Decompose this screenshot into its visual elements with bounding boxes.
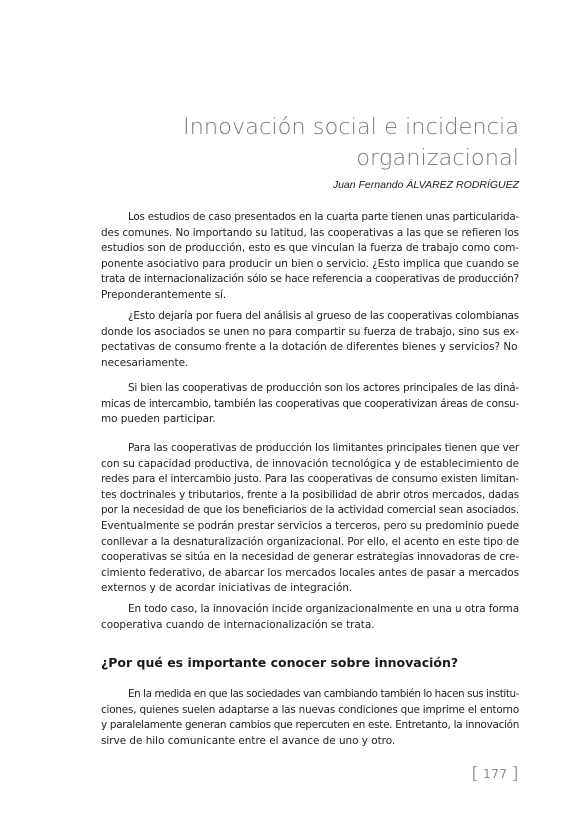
paragraph-5 xyxy=(101,602,519,633)
paragraph-line: Para las cooperativas de producción los limitantes principales tienen que ver xyxy=(128,442,519,454)
paragraph-line: Si bien las cooperativas de producción son los actores principales de las diná- xyxy=(128,382,519,394)
paragraph-line: cooperativas se sitúa en la necesidad de generar estrategias innovadoras de cre- xyxy=(101,551,519,564)
paragraph-line: sirve de hilo comunicante entre el avance de uno y otro. xyxy=(101,734,396,747)
page-number-close-bracket: ] xyxy=(511,764,519,784)
paragraph-4 xyxy=(101,441,519,597)
paragraph-line: cooperativa cuando de internacionalización se trata. xyxy=(101,618,375,631)
paragraph-line: pectativas de consumo frente a la dotación de diferentes bienes y servicios? No xyxy=(101,341,518,354)
paragraph-line: y paralelamente generan cambios que repercuten en este. Entretanto, la innovación xyxy=(101,719,519,732)
paragraph-line: ciones, quienes suelen adaptarse a las nuevas condiciones que imprime el entorno xyxy=(101,703,519,716)
page-number xyxy=(472,764,519,784)
paragraph-line: Eventualmente se podrán prestar servicios a terceros, pero su predominio puede xyxy=(101,519,519,532)
paragraph-line: En la medida en que las sociedades van cambiando también lo hacen sus institu- xyxy=(128,688,519,700)
chapter-title xyxy=(79,112,519,174)
paragraph-line: conllevar a la desnaturalización organizacional. Por ello, el acento en este tipo de xyxy=(101,535,519,548)
paragraph-line: donde los asociados se unen no para compartir su fuerza de trabajo, sino sus ex- xyxy=(101,325,519,338)
paragraph-6 xyxy=(101,687,519,749)
chapter-title-line-2: organizacional xyxy=(356,145,519,171)
paragraph-line: ¿Esto dejaría por fuera del análisis al grueso de las cooperativas colombianas xyxy=(128,310,519,322)
paragraph-line: con su capacidad productiva, de innovación tecnológica y de establecimiento de xyxy=(101,457,519,470)
author-name: Juan Fernando ÁLVAREZ RODRÍGUEZ xyxy=(332,179,519,191)
paragraph-1 xyxy=(101,210,519,304)
section-heading: ¿Por qué es importante conocer sobre innovación? xyxy=(101,655,459,670)
paragraph-line: redes para el intercambio justo. Para las cooperativas de consumo existen limitan- xyxy=(101,473,519,486)
paragraph-line: trata de internacionalización sólo se hace referencia a cooperativas de producción? xyxy=(101,273,519,286)
paragraph-line: Los estudios de caso presentados en la cuarta parte tienen unas particularida- xyxy=(128,211,519,223)
paragraph-line: mo pueden participar. xyxy=(101,413,216,426)
paragraph-line: En todo caso, la innovación incide organizacionalmente en una u otra forma xyxy=(128,603,519,615)
paragraph-line: estudios son de producción, esto es que vinculan la fuerza de trabajo como com- xyxy=(101,242,519,255)
paragraph-line: necesariamente. xyxy=(101,356,189,369)
paragraph-line: des comunes. No importando su latitud, las cooperativas a las que se refieren los xyxy=(101,226,519,239)
paragraph-2 xyxy=(101,309,519,371)
chapter-title-line-1: Innovación social e incidencia xyxy=(182,114,519,140)
paragraph-line: externos y de acordar iniciativas de integración. xyxy=(101,582,353,595)
paragraph-line: tes doctrinales y tributarios, frente a la posibilidad de abrir otros mercados, dadas xyxy=(101,488,519,501)
paragraph-line: por la necesidad de que los beneficiarios de la actividad comercial sean asociados. xyxy=(101,504,519,517)
paragraph-3 xyxy=(101,381,519,428)
paragraph-line: ponente asociativo para producir un bien o servicio. ¿Esto implica que cuando se xyxy=(101,257,519,270)
paragraph-line: micas de intercambio, también las cooperativas que cooperativizan áreas de consu- xyxy=(101,397,519,410)
paragraph-line: cimiento federativo, de abarcar los mercados locales antes de pasar a mercados xyxy=(101,566,519,579)
page-number-value: 177 xyxy=(483,767,508,781)
page-number-open-bracket: [ xyxy=(471,764,479,784)
paragraph-line: Preponderantemente sí. xyxy=(101,288,227,301)
